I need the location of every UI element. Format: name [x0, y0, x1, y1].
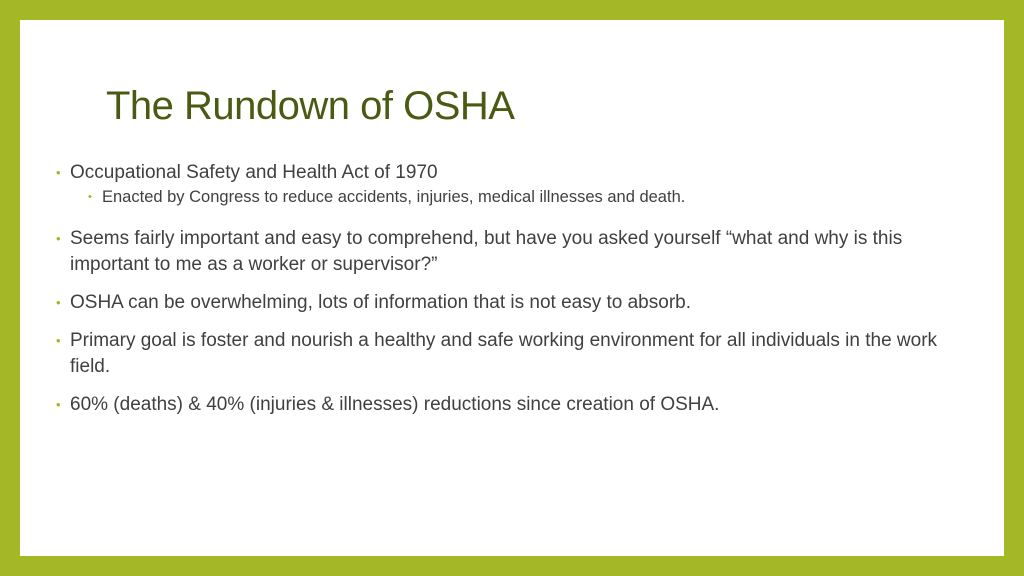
bullet-text: Occupational Safety and Health Act of 1970 — [70, 162, 438, 183]
bullet-item — [56, 226, 956, 278]
bullet-dot-icon: • — [56, 333, 61, 348]
slide-title: The Rundown of OSHA — [106, 84, 515, 128]
bullet-text: Primary goal is foster and nourish a healthy and safe working environment for all individuals in the work field. — [70, 330, 938, 377]
bullet-dot-icon: • — [88, 191, 92, 203]
bullet-text: Seems fairly important and easy to comprehend, but have you asked yourself “what and why is this important to me as a worker or supervisor?” — [70, 228, 903, 275]
sub-bullet-list — [70, 184, 956, 210]
bullet-dot-icon: • — [56, 165, 61, 180]
bullet-list — [56, 160, 956, 430]
bullet-item — [56, 290, 956, 316]
bullet-item — [56, 392, 956, 418]
slide-canvas — [20, 20, 1004, 556]
bullet-dot-icon: • — [56, 295, 61, 310]
bullet-dot-icon: • — [56, 397, 61, 412]
bullet-text: 60% (deaths) & 40% (injuries & illnesses) reductions since creation of OSHA. — [70, 394, 720, 415]
bullet-text: OSHA can be overwhelming, lots of information that is not easy to absorb. — [70, 292, 691, 313]
sub-bullet-item — [88, 184, 956, 210]
sub-bullet-text: Enacted by Congress to reduce accidents, injuries, medical illnesses and death. — [102, 188, 686, 206]
bullet-item — [56, 160, 956, 210]
bullet-dot-icon: • — [56, 231, 61, 246]
bullet-item — [56, 328, 956, 380]
